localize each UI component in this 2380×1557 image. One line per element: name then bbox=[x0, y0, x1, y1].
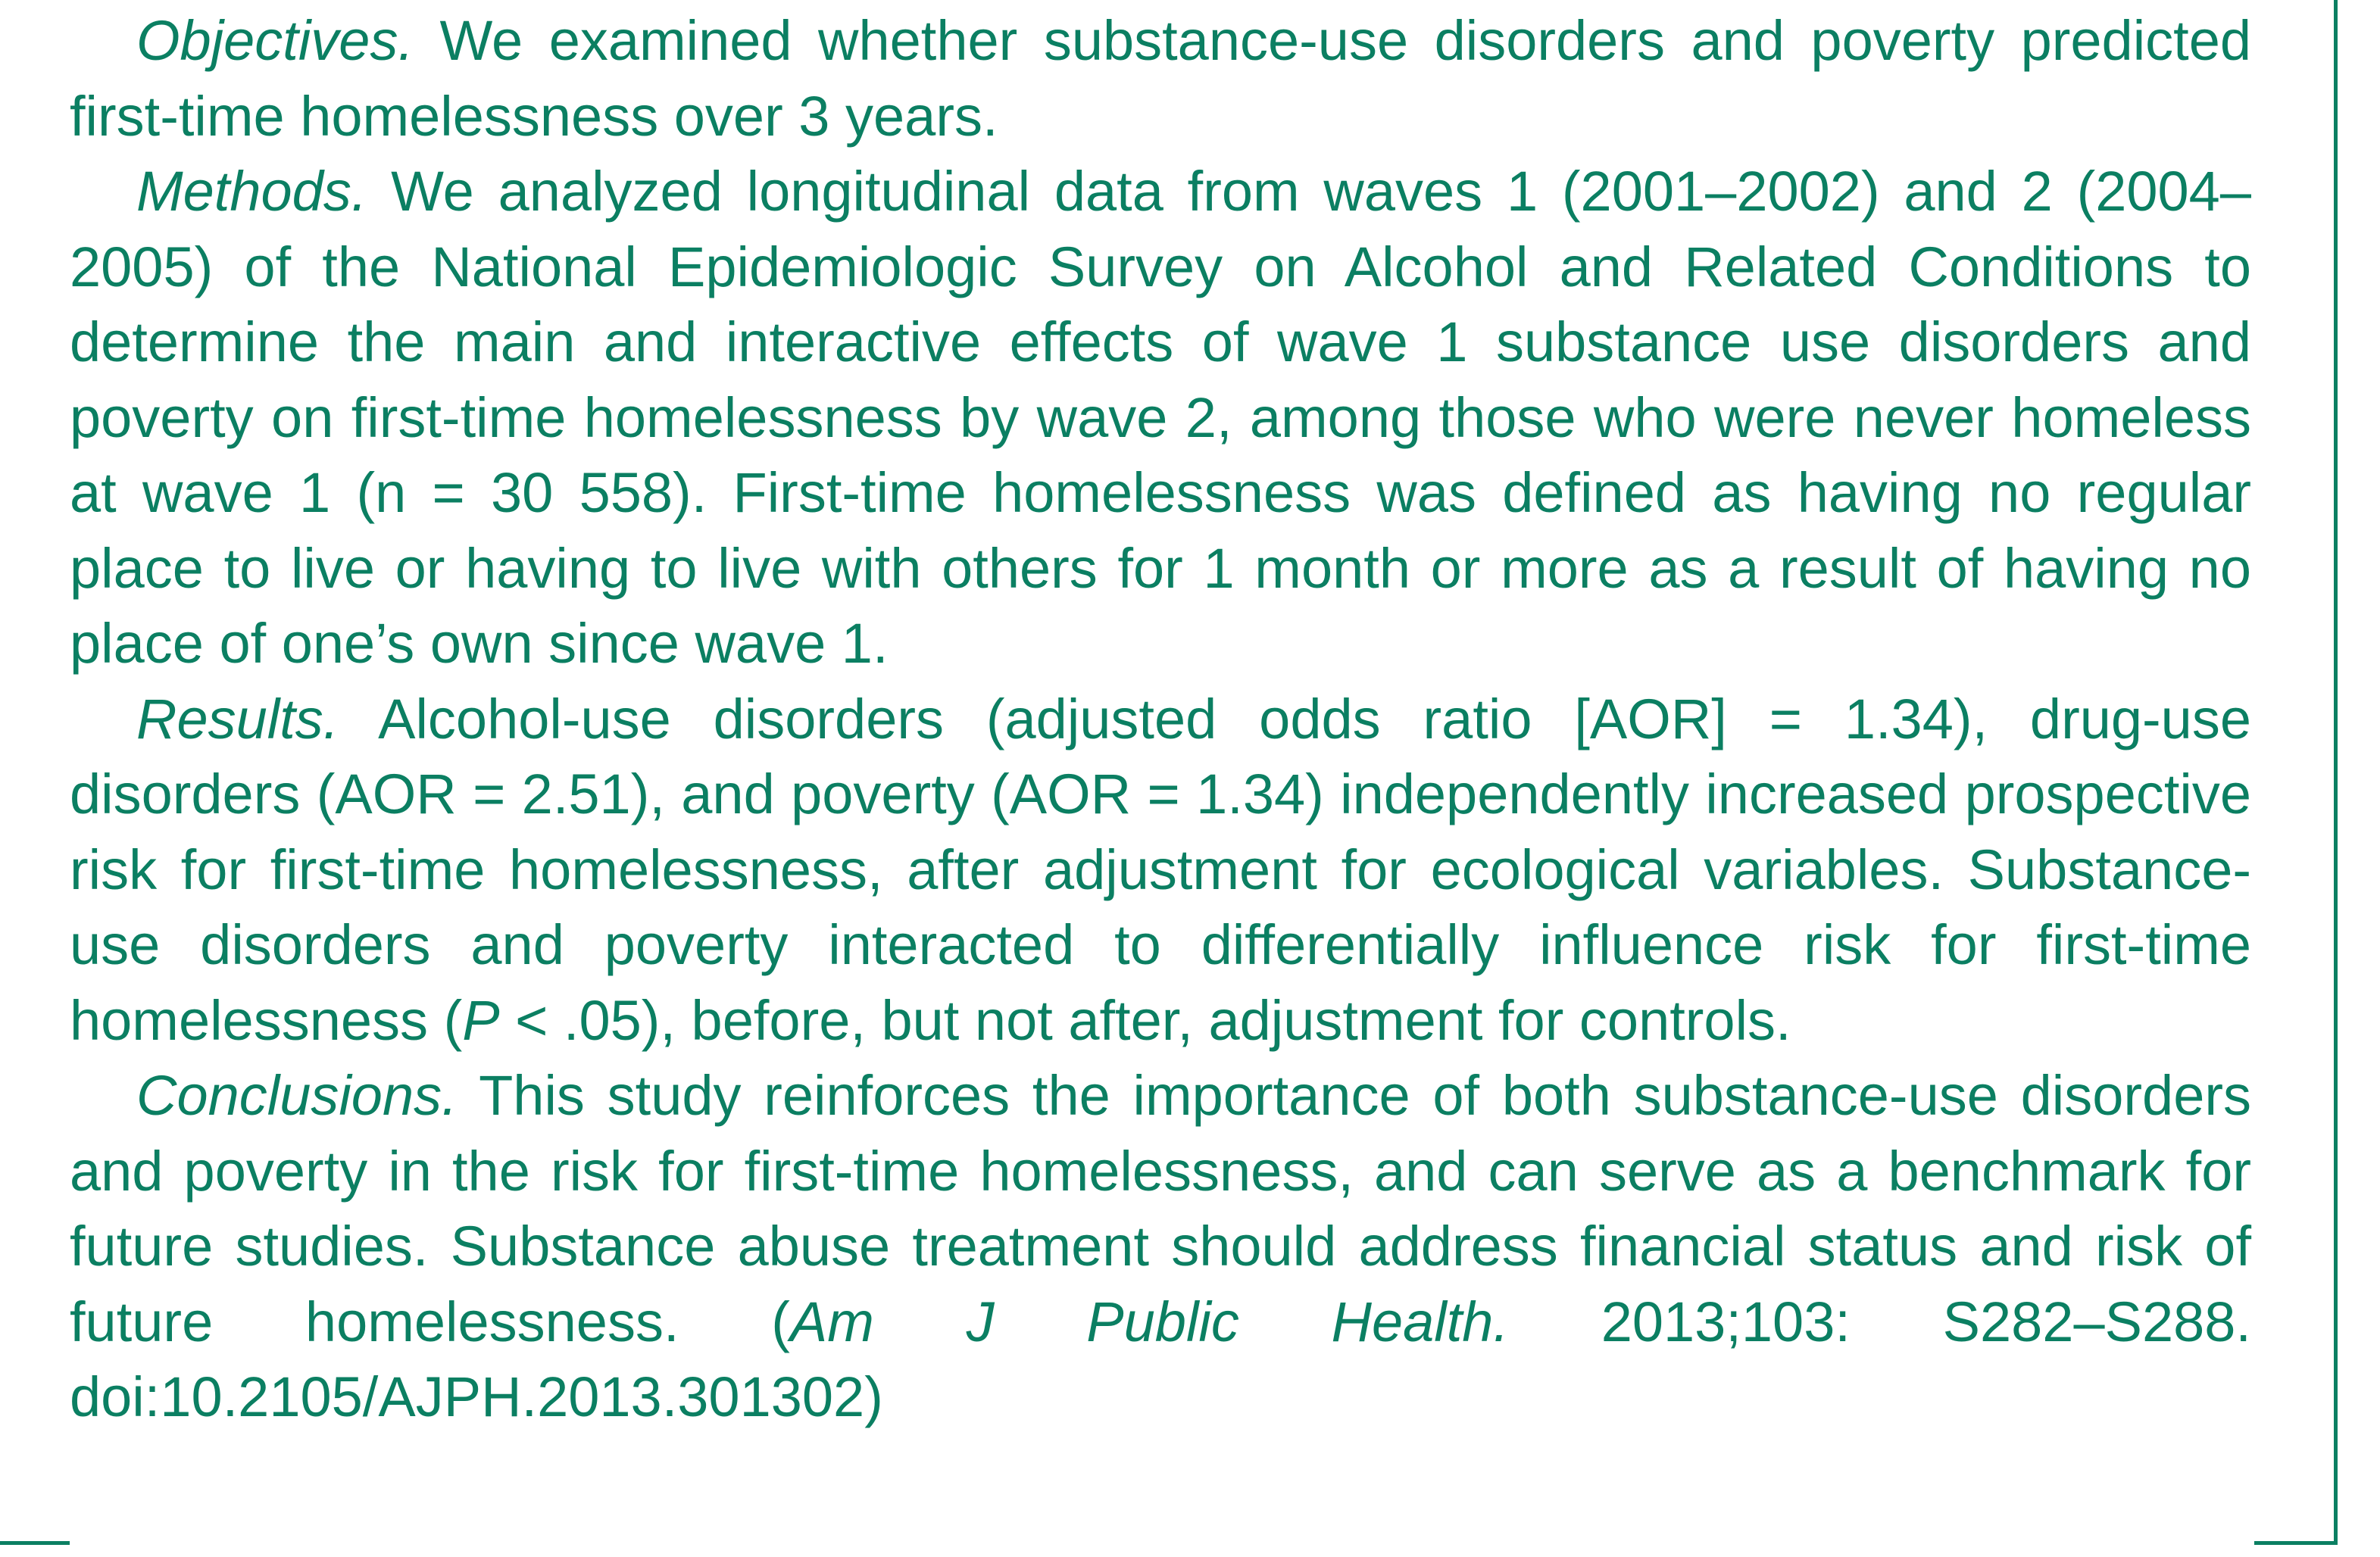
objectives-label: Objectives. bbox=[136, 9, 414, 72]
abstract-text bbox=[70, 3, 2251, 1435]
box-border-bottom-right bbox=[2254, 1541, 2338, 1545]
results-text-before-p: Alcohol-use disorders (adjusted odds ratio [AOR] = 1.34), drug-use disorders (AOR = 2.51), and poverty (AOR = 1.34) independently increased prospective risk for first-time homelessness, after adjustment for ecological variables. Substance-use disorders and poverty interacted to differentially influence risk for first-time homelessness ( bbox=[70, 687, 2251, 1052]
conclusions-paragraph bbox=[70, 1058, 2251, 1435]
box-border-bottom-left bbox=[0, 1541, 70, 1545]
results-text-after-p: < .05), before, but not after, adjustment for controls. bbox=[499, 988, 1791, 1052]
methods-paragraph bbox=[70, 154, 2251, 682]
conclusions-label: Conclusions. bbox=[136, 1064, 458, 1127]
results-paragraph bbox=[70, 682, 2251, 1059]
methods-label: Methods. bbox=[136, 160, 367, 223]
results-p-symbol: P bbox=[462, 988, 500, 1052]
methods-text: We analyzed longitudinal data from waves 1 (2001–2002) and 2 (2004–2005) of the National Epidemiologic Survey on Alcohol and Related Conditions to determine the main and interactive effects of wave 1 substance use disorders and poverty on first-time homelessness by wave 2, among those who were never homeless at wave 1 (n = 30 558). First-time homelessness was defined as having no regular place to live or having to live with others for 1 month or more as a result of having no place of one’s own since wave 1. bbox=[70, 160, 2251, 675]
citation-details: 2013;103: S282–S288. doi:10.2105/AJPH.2013.301302) bbox=[70, 1290, 2251, 1428]
results-label: Results. bbox=[136, 687, 339, 750]
objectives-paragraph bbox=[70, 3, 2251, 154]
conclusions-text: This study reinforces the importance of both substance-use disorders and poverty in the risk for first-time homelessness, and can serve as a benchmark for future studies. Substance abuse treatment should address financial status and risk of future homelessness. ( bbox=[70, 1064, 2251, 1353]
objectives-text: We examined whether substance-use disorders and poverty predicted first-time homelessness over 3 years. bbox=[70, 9, 2251, 148]
box-border-right bbox=[2334, 0, 2338, 1545]
journal-name: Am J Public Health. bbox=[789, 1290, 1509, 1353]
